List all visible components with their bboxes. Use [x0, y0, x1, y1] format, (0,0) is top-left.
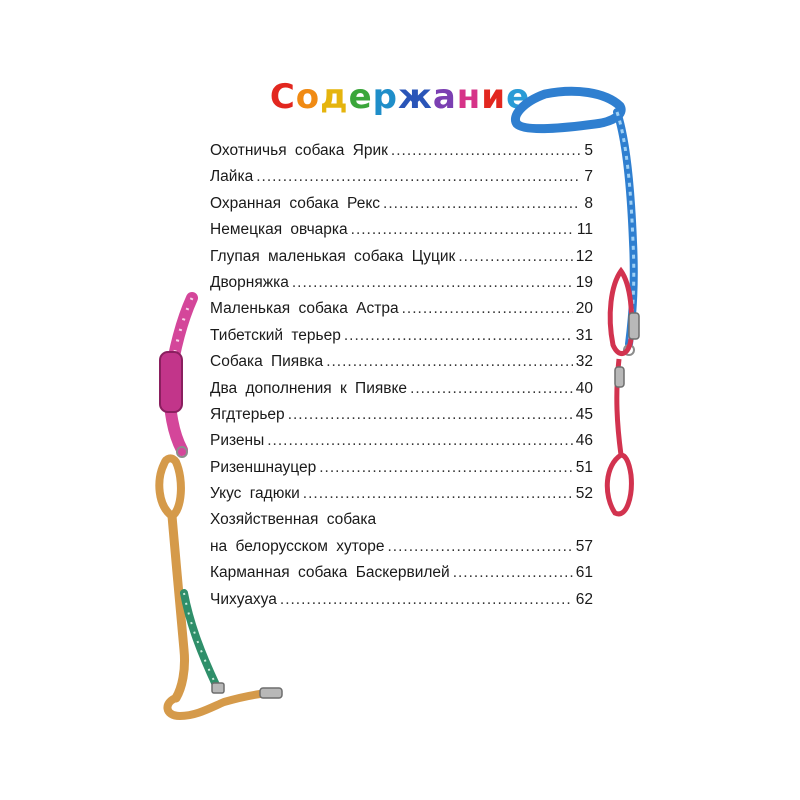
toc-entry-title: Немецкая овчарка — [210, 221, 348, 239]
toc-entry-title: Хозяйственная собака — [210, 511, 377, 529]
toc-entry-title: Два дополнения к Пиявке — [210, 379, 408, 397]
toc-entry-page: 52 — [575, 485, 593, 503]
toc-entry-title: Маленькая собака Астра — [210, 300, 399, 318]
toc-entry-title: Тибетский терьер — [210, 326, 341, 344]
red-leash-lower-loop — [607, 455, 631, 514]
toc-leader-dots — [453, 564, 573, 582]
toc-entry-title: Охотничья собака Ярик — [210, 142, 388, 159]
toc-entry-title: Лайка — [210, 168, 254, 186]
red-leash-clip — [629, 313, 639, 339]
toc-entry-title: Собака Пиявка — [210, 353, 324, 371]
toc-entry-page: 7 — [584, 168, 593, 186]
toc-leader-dots — [410, 380, 573, 398]
toc-entry — [210, 380, 593, 406]
toc-entry-page: 45 — [575, 405, 593, 423]
toc-entry-page: 51 — [575, 458, 593, 476]
toc-entry-title: Дворняжка — [210, 273, 289, 291]
title-letter: о — [295, 76, 321, 117]
title-letter: н — [456, 76, 482, 117]
blue-leash-loop — [515, 91, 621, 128]
toc-entry-page: 62 — [575, 590, 593, 608]
toc-entry-page: 40 — [575, 379, 593, 397]
toc-leader-dots — [303, 485, 573, 503]
green-collar-band — [184, 593, 216, 685]
toc-entry-page: 57 — [575, 537, 593, 555]
toc-leader-dots — [267, 432, 573, 450]
toc-entry-title: Ризеншнауцер — [210, 458, 317, 476]
toc-entry-title: Карманная собака Баскервилей — [210, 564, 450, 582]
toc-leader-dots — [319, 459, 573, 477]
pink-collar-buckle — [160, 352, 182, 412]
tan-leash-top-loop — [159, 458, 181, 516]
title-letter: е — [348, 76, 373, 117]
toc-entry-title: Охранная собака Рекс — [210, 194, 381, 212]
toc-leader-dots — [387, 538, 572, 556]
title-letter: ж — [398, 76, 433, 117]
toc-leader-dots — [288, 406, 573, 424]
toc-leader-dots — [280, 591, 573, 609]
toc-entry-title: Ризены — [210, 432, 265, 450]
toc-entry-title: на белорусском хуторе — [210, 537, 385, 555]
toc-entry-page: 5 — [584, 142, 593, 159]
toc-entry-title: Ягдтерьер — [210, 405, 285, 423]
toc-entry-page: 8 — [584, 194, 593, 212]
green-collar-icon — [172, 585, 242, 705]
toc-entry-page: 32 — [575, 353, 593, 371]
title-letter: р — [372, 76, 398, 117]
toc-entry — [210, 406, 593, 432]
toc-entry-page: 19 — [575, 273, 593, 291]
red-leash-lower-clip — [615, 367, 624, 387]
title-letter: С — [269, 76, 296, 117]
page-title — [0, 77, 800, 117]
toc-entry-page: 46 — [575, 432, 593, 450]
toc-entry-page: 11 — [576, 221, 593, 239]
title-letter: д — [320, 76, 349, 117]
toc-entry-page: 61 — [575, 564, 593, 582]
toc-entry-title: Чихуахуа — [210, 590, 277, 608]
title-letter: е — [506, 76, 531, 117]
toc-entry-page: 20 — [575, 300, 593, 318]
green-collar-buckle — [212, 683, 224, 693]
pink-collar-icon — [148, 290, 218, 460]
toc-entry-title: Глупая маленькая собака Цуцик — [210, 247, 456, 265]
title-letter: и — [481, 76, 507, 117]
title-letter: а — [432, 76, 457, 117]
toc-entry-title: Укус гадюки — [210, 485, 300, 503]
toc-entry-page: 12 — [575, 247, 593, 265]
toc-entry-page: 31 — [575, 326, 593, 344]
red-leash-upper-loop — [610, 271, 632, 354]
red-leash-icon — [585, 255, 665, 525]
tan-leash-clip — [260, 688, 282, 698]
